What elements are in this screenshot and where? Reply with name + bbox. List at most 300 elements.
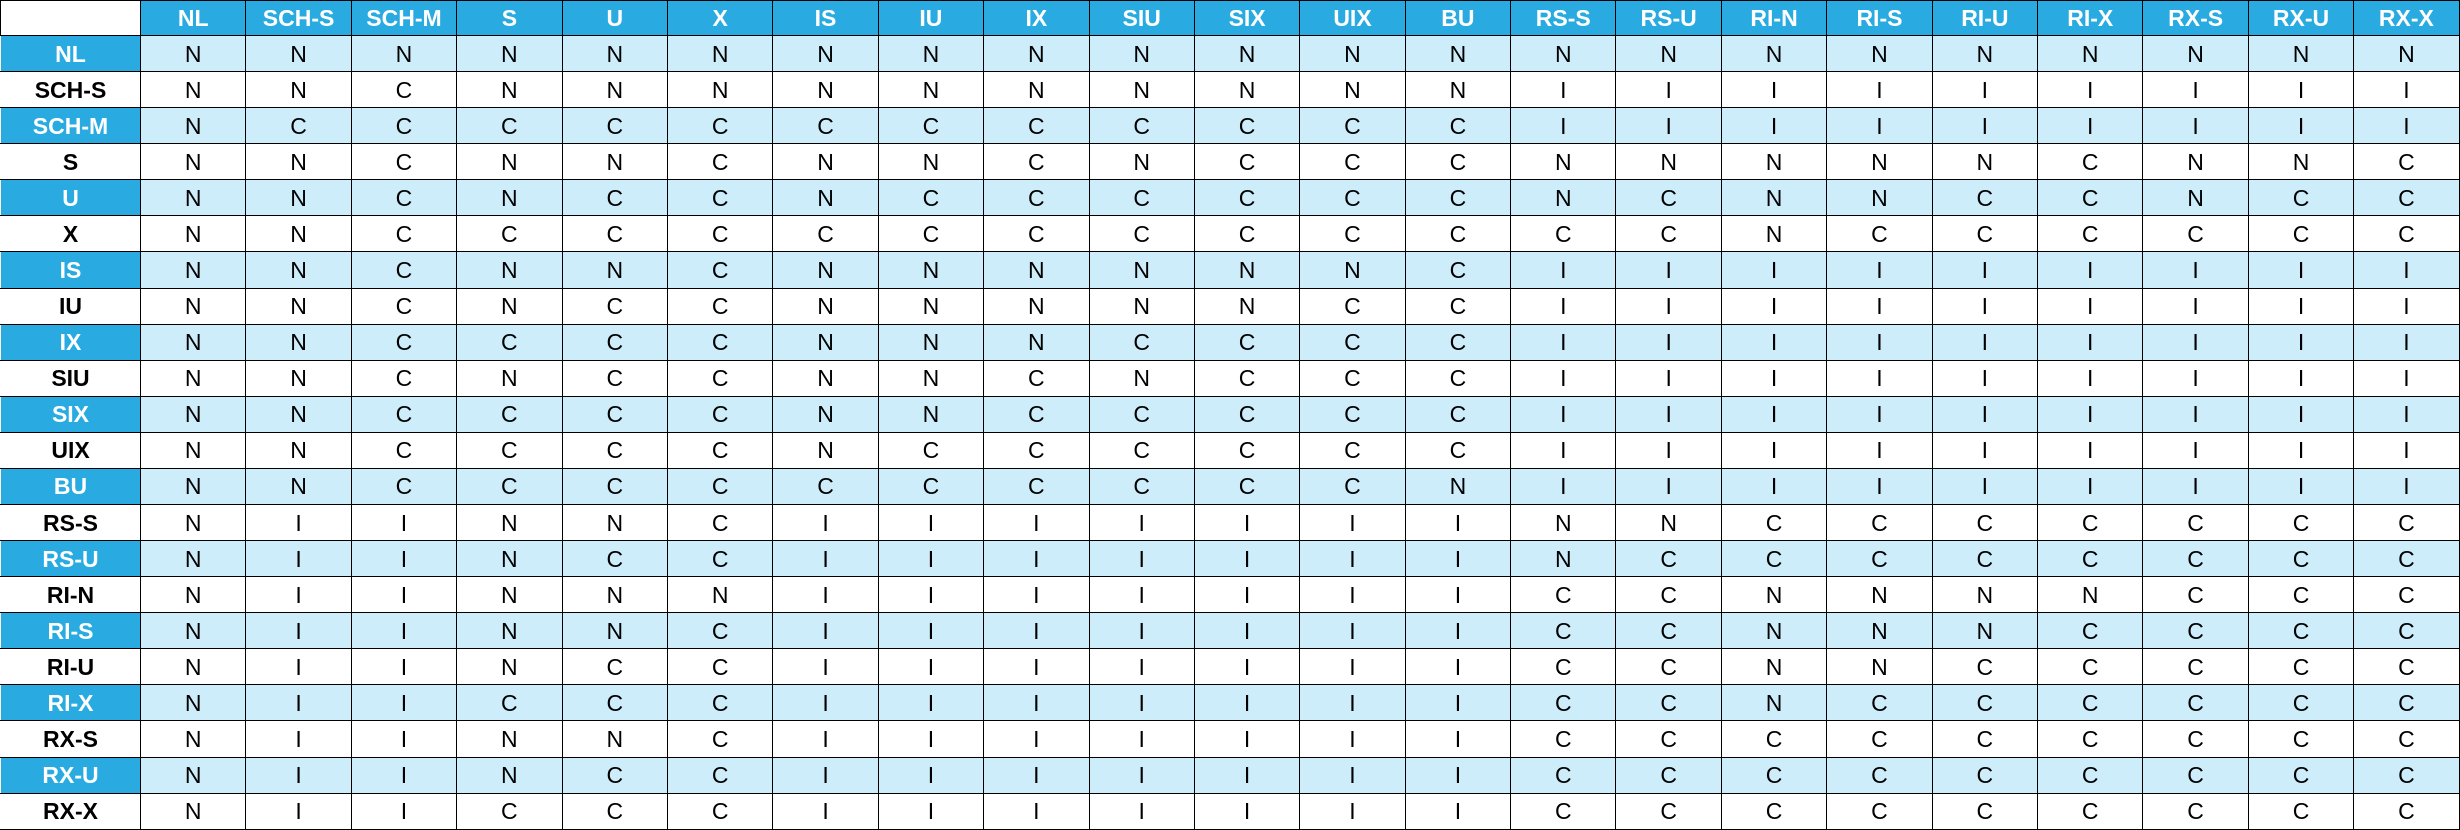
row-header-bu: BU [1,468,141,504]
column-header-rs-s: RS-S [1511,1,1616,36]
matrix-cell: C [1616,649,1721,685]
matrix-cell: N [1616,144,1721,180]
matrix-cell: I [2248,468,2353,504]
matrix-cell: C [562,757,667,793]
matrix-cell: I [1827,360,1932,396]
matrix-cell: N [457,180,562,216]
table-header [1,1,2460,36]
matrix-cell: I [2248,108,2353,144]
matrix-cell: I [1405,613,1510,649]
matrix-cell: I [2038,468,2143,504]
matrix-cell: I [878,649,983,685]
matrix-cell: N [1089,252,1194,288]
column-header-is: IS [773,1,878,36]
matrix-cell: I [1405,649,1510,685]
row-header-sch-m: SCH-M [1,108,141,144]
table-row [1,613,2460,649]
matrix-cell: I [1089,649,1194,685]
matrix-cell: I [1827,468,1932,504]
matrix-cell: N [1194,252,1299,288]
matrix-cell: I [1511,396,1616,432]
matrix-cell: I [1300,505,1405,541]
matrix-cell: N [1511,180,1616,216]
matrix-cell: C [984,180,1089,216]
matrix-cell: I [1089,757,1194,793]
matrix-cell: C [2248,577,2353,613]
matrix-cell: N [1721,613,1826,649]
matrix-cell: C [2354,144,2459,180]
matrix-cell: N [984,324,1089,360]
column-header-rx-x: RX-X [2354,1,2459,36]
matrix-cell: C [2248,216,2353,252]
matrix-cell: N [984,252,1089,288]
matrix-cell: I [1511,360,1616,396]
matrix-cell: I [1300,685,1405,721]
matrix-cell: I [1616,396,1721,432]
matrix-cell: I [1721,288,1826,324]
matrix-cell: N [2143,144,2248,180]
matrix-cell: C [984,396,1089,432]
matrix-cell: I [2143,108,2248,144]
matrix-cell: C [351,288,456,324]
table-row [1,541,2460,577]
matrix-cell: N [773,72,878,108]
matrix-cell: N [773,180,878,216]
column-header-s: S [457,1,562,36]
matrix-cell: C [773,108,878,144]
matrix-cell: C [2354,216,2459,252]
column-header-ri-s: RI-S [1827,1,1932,36]
table-row [1,649,2460,685]
row-header-s: S [1,144,141,180]
matrix-cell: I [2354,288,2459,324]
matrix-cell: I [1932,288,2037,324]
matrix-cell: C [351,360,456,396]
matrix-cell: C [1300,396,1405,432]
matrix-cell: N [1827,180,1932,216]
matrix-cell: C [1405,432,1510,468]
matrix-cell: I [1194,505,1299,541]
row-header-rs-u: RS-U [1,541,141,577]
matrix-cell: I [1827,252,1932,288]
matrix-cell: C [2038,216,2143,252]
matrix-cell: N [246,432,351,468]
matrix-cell: C [1194,396,1299,432]
row-header-siu: SIU [1,360,141,396]
matrix-cell: I [2143,252,2248,288]
row-header-uix: UIX [1,432,141,468]
matrix-cell: C [1932,685,2037,721]
matrix-cell: I [2143,396,2248,432]
matrix-cell: N [246,360,351,396]
table-row [1,757,2460,793]
matrix-cell: N [1194,72,1299,108]
matrix-cell: C [351,324,456,360]
matrix-cell: N [457,252,562,288]
matrix-cell: N [562,36,667,72]
row-header-ix: IX [1,324,141,360]
row-header-is: IS [1,252,141,288]
matrix-cell: I [1932,468,2037,504]
matrix-cell: C [1511,721,1616,757]
row-header-ri-s: RI-S [1,613,141,649]
matrix-cell: C [1089,216,1194,252]
matrix-cell: I [1300,541,1405,577]
matrix-cell: I [1511,108,1616,144]
matrix-cell: N [141,324,246,360]
matrix-cell: C [1827,793,1932,829]
matrix-cell: N [2354,36,2459,72]
matrix-cell: N [1932,144,2037,180]
matrix-cell: C [2354,793,2459,829]
matrix-cell: C [1932,721,2037,757]
table-row [1,144,2460,180]
matrix-cell: N [141,649,246,685]
matrix-cell: I [773,757,878,793]
matrix-cell: N [246,216,351,252]
matrix-cell: C [457,793,562,829]
matrix-cell: C [1405,324,1510,360]
matrix-cell: N [878,324,983,360]
matrix-cell: N [457,721,562,757]
matrix-cell: N [1089,360,1194,396]
matrix-cell: C [562,685,667,721]
matrix-cell: N [984,72,1089,108]
matrix-cell: C [878,108,983,144]
matrix-cell: N [1721,36,1826,72]
matrix-cell: C [2354,577,2459,613]
matrix-cell: I [1616,360,1721,396]
column-header-rs-u: RS-U [1616,1,1721,36]
matrix-cell: C [667,108,772,144]
matrix-cell: C [1827,685,1932,721]
matrix-cell: I [1300,649,1405,685]
matrix-cell: N [562,252,667,288]
matrix-cell: C [562,288,667,324]
matrix-cell: I [773,577,878,613]
matrix-cell: N [667,577,772,613]
row-header-rx-x: RX-X [1,793,141,829]
matrix-cell: N [457,144,562,180]
matrix-cell: N [141,432,246,468]
matrix-cell: N [878,360,983,396]
table-row [1,685,2460,721]
matrix-cell: N [141,72,246,108]
matrix-cell: I [1721,360,1826,396]
matrix-cell: N [246,288,351,324]
matrix-cell: N [141,468,246,504]
row-header-ri-u: RI-U [1,649,141,685]
matrix-cell: I [1616,108,1721,144]
matrix-cell: C [667,180,772,216]
matrix-cell: C [457,396,562,432]
matrix-cell: N [1932,577,2037,613]
matrix-cell: N [773,432,878,468]
matrix-cell: I [1932,72,2037,108]
matrix-cell: I [773,685,878,721]
matrix-cell: I [246,613,351,649]
matrix-cell: I [1721,432,1826,468]
matrix-cell: N [878,36,983,72]
matrix-cell: N [141,613,246,649]
matrix-cell: I [1721,252,1826,288]
matrix-cell: N [246,396,351,432]
matrix-cell: C [2143,793,2248,829]
matrix-cell: N [246,468,351,504]
matrix-cell: N [141,721,246,757]
matrix-cell: C [1932,180,2037,216]
matrix-cell: N [1405,468,1510,504]
matrix-cell: I [1827,432,1932,468]
matrix-cell: I [246,541,351,577]
matrix-cell: I [2038,72,2143,108]
matrix-cell: C [351,252,456,288]
matrix-cell: N [1721,216,1826,252]
matrix-cell: C [1932,649,2037,685]
matrix-cell: I [351,649,456,685]
row-header-six: SIX [1,396,141,432]
matrix-cell: I [1405,505,1510,541]
matrix-cell: C [562,649,667,685]
matrix-cell: C [562,541,667,577]
matrix-cell: C [667,288,772,324]
matrix-cell: I [1721,72,1826,108]
table-row [1,468,2460,504]
matrix-cell: I [2038,324,2143,360]
matrix-cell: I [984,649,1089,685]
matrix-cell: C [1827,757,1932,793]
matrix-cell: N [457,36,562,72]
matrix-cell: C [1511,757,1616,793]
matrix-cell: I [246,721,351,757]
matrix-cell: N [246,252,351,288]
matrix-cell: C [1932,757,2037,793]
matrix-cell: C [1405,288,1510,324]
matrix-cell: C [2354,541,2459,577]
matrix-cell: N [1300,36,1405,72]
matrix-cell: N [1089,36,1194,72]
matrix-cell: I [2038,288,2143,324]
matrix-cell: I [1721,468,1826,504]
matrix-cell: I [2038,396,2143,432]
row-header-ri-n: RI-N [1,577,141,613]
matrix-cell: N [1616,36,1721,72]
column-header-rx-u: RX-U [2248,1,2353,36]
matrix-cell: C [984,216,1089,252]
matrix-cell: I [246,793,351,829]
matrix-cell: C [1932,541,2037,577]
matrix-cell: N [1932,36,2037,72]
matrix-cell: I [1089,793,1194,829]
column-header-six: SIX [1194,1,1299,36]
matrix-cell: C [351,432,456,468]
matrix-cell: N [457,360,562,396]
matrix-cell: N [246,324,351,360]
matrix-cell: C [1616,541,1721,577]
matrix-cell: N [1511,505,1616,541]
matrix-cell: C [1511,793,1616,829]
matrix-cell: C [1721,793,1826,829]
column-header-siu: SIU [1089,1,1194,36]
matrix-cell: I [2143,360,2248,396]
matrix-cell: N [1827,613,1932,649]
matrix-cell: C [667,432,772,468]
matrix-cell: I [2248,324,2353,360]
matrix-cell: I [2354,432,2459,468]
matrix-cell: N [2248,144,2353,180]
matrix-cell: C [667,685,772,721]
matrix-cell: C [457,468,562,504]
matrix-cell: I [984,757,1089,793]
matrix-cell: I [984,685,1089,721]
matrix-cell: C [2038,793,2143,829]
matrix-cell: C [1300,288,1405,324]
matrix-cell: C [562,396,667,432]
column-header-x: X [667,1,772,36]
matrix-cell: I [1405,541,1510,577]
matrix-cell: I [2143,288,2248,324]
matrix-cell: C [667,793,772,829]
matrix-cell: C [1616,577,1721,613]
matrix-cell: N [141,793,246,829]
matrix-cell: I [1405,793,1510,829]
matrix-cell: C [1300,360,1405,396]
matrix-cell: N [1300,72,1405,108]
matrix-cell: I [984,793,1089,829]
column-header-ri-n: RI-N [1721,1,1826,36]
matrix-cell: N [1511,144,1616,180]
matrix-cell: I [1616,432,1721,468]
matrix-cell: I [2143,72,2248,108]
matrix-cell: I [351,793,456,829]
matrix-cell: C [2143,216,2248,252]
matrix-cell: N [246,36,351,72]
matrix-cell: C [2038,721,2143,757]
matrix-cell: C [667,649,772,685]
matrix-cell: I [773,721,878,757]
table-row [1,721,2460,757]
table-row [1,793,2460,829]
matrix-cell: C [667,541,772,577]
matrix-cell: C [1827,721,1932,757]
matrix-cell: N [141,757,246,793]
matrix-cell: N [141,216,246,252]
matrix-cell: I [1405,577,1510,613]
matrix-cell: N [141,252,246,288]
matrix-cell: N [141,541,246,577]
matrix-cell: C [2038,505,2143,541]
matrix-cell: C [2038,613,2143,649]
matrix-cell: C [984,432,1089,468]
table-row [1,108,2460,144]
matrix-cell: C [1405,180,1510,216]
matrix-cell: N [1089,72,1194,108]
matrix-cell: C [1405,360,1510,396]
matrix-cell: C [1932,793,2037,829]
matrix-cell: N [773,324,878,360]
row-header-ri-x: RI-X [1,685,141,721]
matrix-cell: N [457,505,562,541]
matrix-cell: C [351,180,456,216]
matrix-cell: C [1721,757,1826,793]
matrix-cell: N [773,144,878,180]
matrix-cell: I [1932,324,2037,360]
matrix-cell: I [351,721,456,757]
matrix-cell: C [1194,468,1299,504]
matrix-cell: C [1827,216,1932,252]
matrix-cell: I [2038,432,2143,468]
matrix-cell: I [984,721,1089,757]
matrix-cell: N [667,36,772,72]
matrix-cell: N [246,180,351,216]
matrix-cell: C [2038,180,2143,216]
column-header-iu: IU [878,1,983,36]
matrix-cell: C [1616,757,1721,793]
matrix-cell: I [984,541,1089,577]
matrix-cell: N [1300,252,1405,288]
matrix-cell: C [1194,432,1299,468]
table-row [1,252,2460,288]
matrix-cell: I [773,793,878,829]
column-header-sch-s: SCH-S [246,1,351,36]
matrix-cell: N [773,360,878,396]
matrix-cell: N [351,36,456,72]
matrix-cell: C [2354,649,2459,685]
matrix-cell: C [246,108,351,144]
matrix-cell: C [2038,649,2143,685]
matrix-cell: N [1511,36,1616,72]
matrix-cell: N [141,396,246,432]
table-row [1,432,2460,468]
matrix-cell: C [2248,541,2353,577]
matrix-cell: C [2248,613,2353,649]
matrix-cell: I [1511,324,1616,360]
matrix-cell: C [2354,180,2459,216]
matrix-cell: C [667,613,772,649]
matrix-cell: I [351,613,456,649]
matrix-cell: C [1194,180,1299,216]
matrix-cell: I [1616,72,1721,108]
matrix-cell: N [667,72,772,108]
matrix-cell: I [2248,360,2353,396]
matrix-cell: I [984,613,1089,649]
row-header-nl: NL [1,36,141,72]
matrix-cell: I [878,685,983,721]
matrix-cell: N [1194,288,1299,324]
matrix-cell: I [2354,396,2459,432]
header-row [1,1,2460,36]
matrix-cell: C [667,757,772,793]
matrix-cell: N [2248,36,2353,72]
matrix-cell: C [773,468,878,504]
matrix-cell: I [1194,577,1299,613]
matrix-cell: I [1194,613,1299,649]
matrix-cell: C [1194,108,1299,144]
matrix-cell: I [246,505,351,541]
matrix-cell: C [1511,649,1616,685]
matrix-cell: C [667,396,772,432]
matrix-cell: N [141,360,246,396]
matrix-cell: I [1089,721,1194,757]
column-header-ri-x: RI-X [2038,1,2143,36]
matrix-cell: C [562,216,667,252]
matrix-cell: I [2248,252,2353,288]
matrix-cell: N [1721,685,1826,721]
table-row [1,396,2460,432]
matrix-cell: I [351,685,456,721]
matrix-cell: I [878,505,983,541]
table-row [1,324,2460,360]
